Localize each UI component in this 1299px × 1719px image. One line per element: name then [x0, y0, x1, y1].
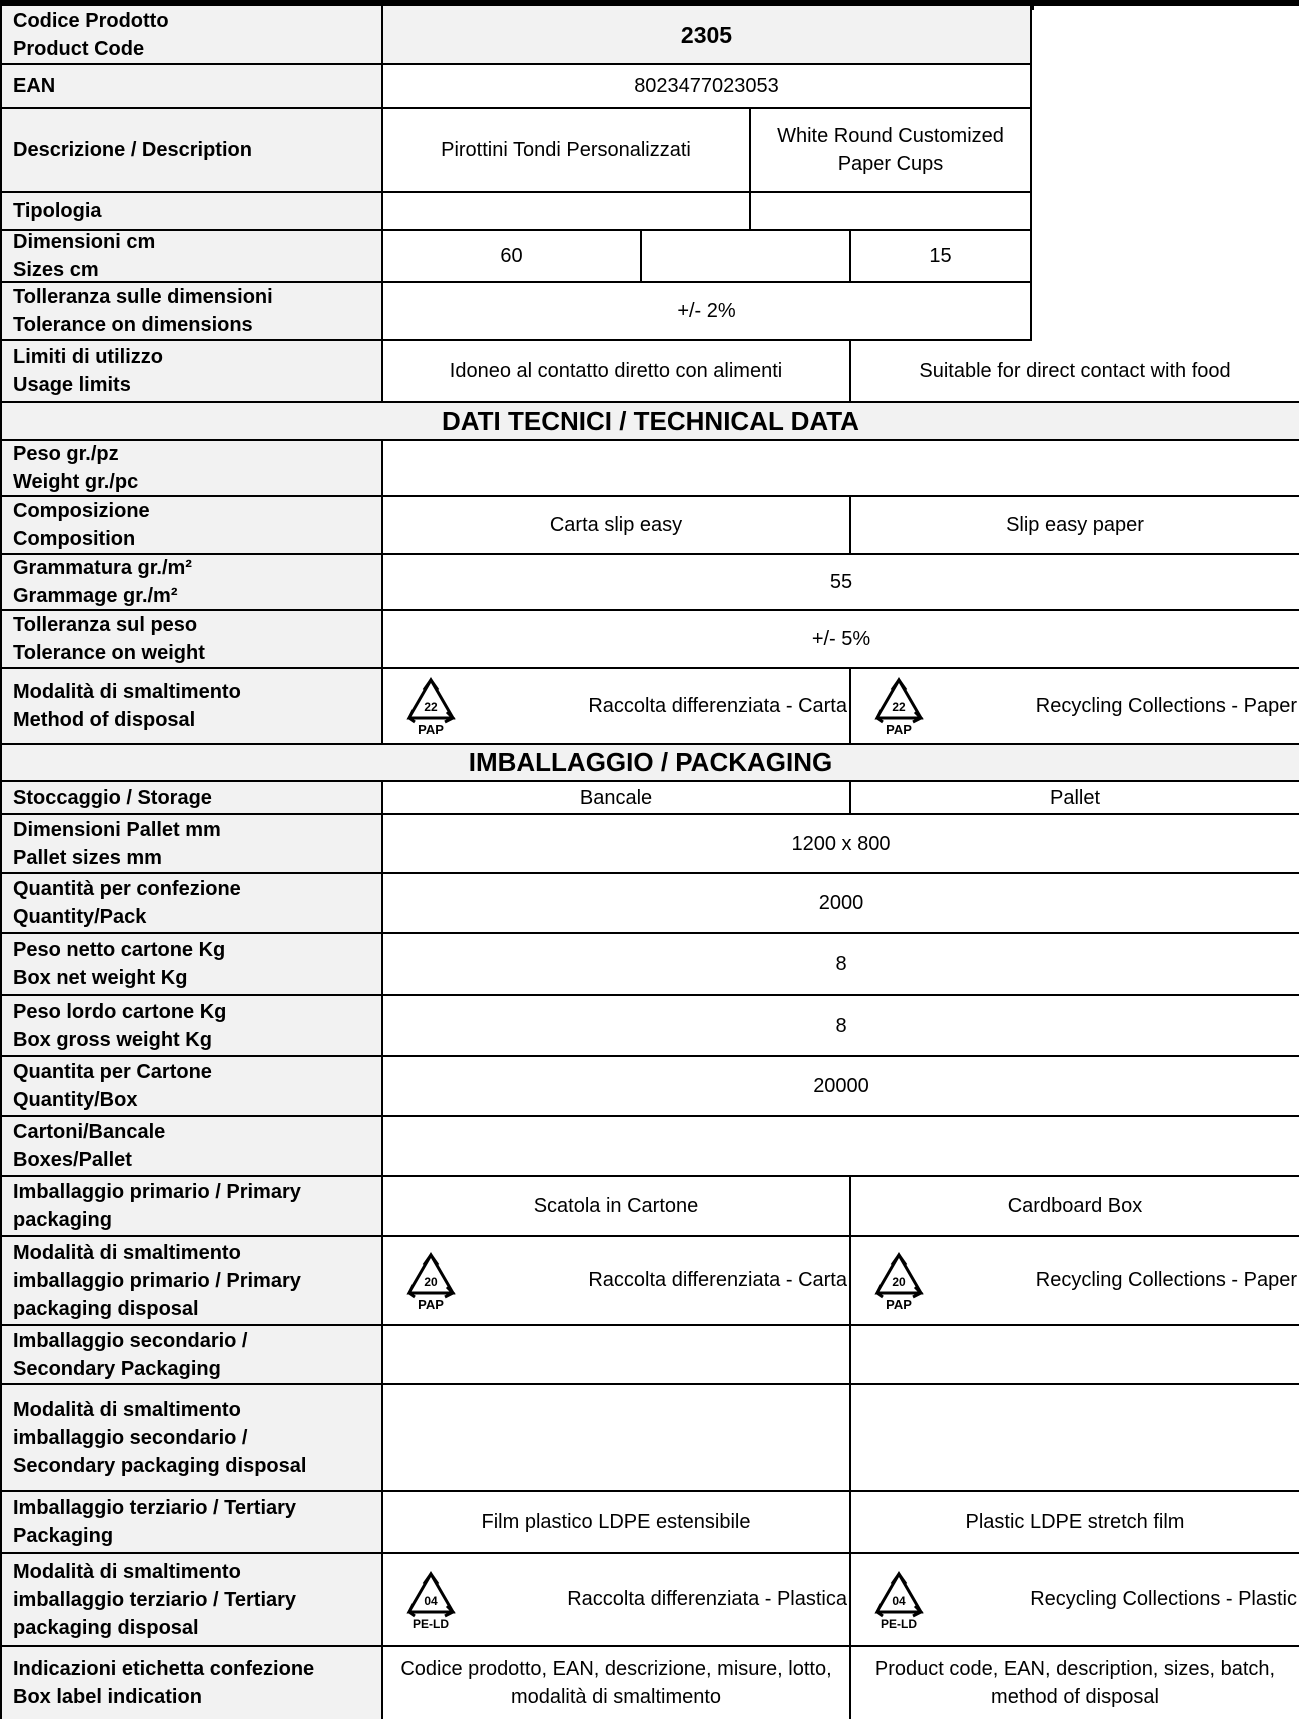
disposal-en-cell	[851, 669, 1299, 745]
technical-data-heading: DATI TECNICI / TECHNICAL DATA	[0, 403, 1299, 441]
weight-label: Peso gr./pz Weight gr./pc	[0, 441, 383, 497]
product-code-label: Codice Prodotto Product Code	[0, 6, 383, 65]
weight-value	[383, 441, 1299, 497]
storage-label: Stoccaggio / Storage	[0, 782, 383, 815]
box-net-weight-label: Peso netto cartone Kg Box net weight Kg	[0, 934, 383, 996]
boxes-pallet-label: Cartoni/Bancale Boxes/Pallet	[0, 1117, 383, 1177]
secondary-disposal-en	[851, 1385, 1299, 1492]
usage-limits-en: Suitable for direct contact with food	[851, 341, 1299, 403]
weight-tolerance-value: +/- 5%	[383, 611, 1299, 669]
label-indication-it: Codice prodotto, EAN, descrizione, misure, lotto, modalità di smaltimento	[383, 1647, 851, 1719]
qty-pack-value: 2000	[383, 874, 1299, 934]
tertiary-disposal-en-cell	[851, 1554, 1299, 1647]
primary-disposal-en: Recycling Collections - Paper	[1035, 1269, 1297, 1291]
storage-it: Bancale	[383, 782, 851, 815]
storage-en: Pallet	[851, 782, 1299, 815]
box-net-weight-value: 8	[383, 934, 1299, 996]
primary-packaging-en: Cardboard Box	[851, 1177, 1299, 1237]
label-indication-en: Product code, EAN, description, sizes, batch, method of disposal	[851, 1647, 1299, 1719]
tertiary-packaging-it: Film plastico LDPE estensibile	[383, 1492, 851, 1554]
type-value-en	[751, 193, 1032, 231]
recycling-triangle-icon	[403, 674, 459, 738]
usage-limits-label: Limiti di utilizzo Usage limits	[0, 341, 383, 403]
recycling-code: PAP	[886, 1296, 912, 1312]
secondary-disposal-it	[383, 1385, 851, 1492]
weight-tolerance-label: Tolleranza sul peso Tolerance on weight	[0, 611, 383, 669]
packaging-heading: IMBALLAGGIO / PACKAGING	[0, 745, 1299, 782]
secondary-packaging-en	[851, 1326, 1299, 1385]
recycling-code: PE-LD	[413, 1616, 449, 1631]
primary-disposal-en-cell	[851, 1237, 1299, 1326]
primary-disposal-it-cell	[383, 1237, 851, 1326]
type-value-it	[383, 193, 751, 231]
qty-box-label: Quantita per Cartone Quantity/Box	[0, 1057, 383, 1117]
secondary-disposal-label: Modalità di smaltimento imballaggio secondario / Secondary packaging disposal	[0, 1385, 383, 1492]
image-placeholder-cell	[1032, 6, 1299, 369]
pallet-sizes-label: Dimensioni Pallet mm Pallet sizes mm	[0, 815, 383, 874]
recycling-number: 04	[892, 1593, 906, 1608]
recycling-number: 20	[892, 1274, 906, 1289]
box-gross-weight-value: 8	[383, 996, 1299, 1057]
recycling-triangle-icon	[871, 1568, 927, 1632]
recycling-triangle-icon	[403, 1249, 459, 1313]
size-tolerance-value: +/- 2%	[383, 283, 1032, 341]
recycling-number: 22	[424, 700, 438, 714]
grammage-label: Grammatura gr./m² Grammage gr./m²	[0, 555, 383, 611]
usage-limits-it: Idoneo al contatto diretto con alimenti	[383, 341, 851, 403]
recycling-code: PAP	[418, 722, 444, 737]
label-indication-label: Indicazioni etichetta confezione Box label indication	[0, 1647, 383, 1719]
composition-en: Slip easy paper	[851, 497, 1299, 555]
tertiary-packaging-label: Imballaggio terziario / Tertiary Packaging	[0, 1492, 383, 1554]
sizes-label: Dimensioni cm Sizes cm	[0, 231, 383, 283]
size-tolerance-label: Tolleranza sulle dimensioni Tolerance on dimensions	[0, 283, 383, 341]
primary-disposal-it: Raccolta differenziata - Carta	[588, 1269, 847, 1291]
ean-label: EAN	[0, 65, 383, 109]
box-gross-weight-label: Peso lordo cartone Kg Box gross weight Kg	[0, 996, 383, 1057]
recycling-code: PE-LD	[881, 1616, 917, 1631]
recycling-triangle-icon	[403, 1568, 459, 1632]
qty-pack-label: Quantità per confezione Quantity/Pack	[0, 874, 383, 934]
disposal-en: Recycling Collections - Paper	[1035, 694, 1297, 717]
disposal-it-cell	[383, 669, 851, 745]
disposal-it: Raccolta differenziata - Carta	[588, 694, 847, 717]
description-label: Descrizione / Description	[0, 109, 383, 193]
description-en: White Round Customized Paper Cups	[751, 109, 1032, 193]
size-3: 15	[851, 231, 1032, 283]
tertiary-disposal-label: Modalità di smaltimento imballaggio terziario / Tertiary packaging disposal	[0, 1554, 383, 1647]
recycling-code: PAP	[886, 722, 912, 737]
ean-value: 8023477023053	[383, 65, 1032, 109]
primary-packaging-it: Scatola in Cartone	[383, 1177, 851, 1237]
tertiary-packaging-en: Plastic LDPE stretch film	[851, 1492, 1299, 1554]
secondary-packaging-it	[383, 1326, 851, 1385]
primary-disposal-label: Modalità di smaltimento imballaggio primario / Primary packaging disposal	[0, 1237, 383, 1326]
composition-label: Composizione Composition	[0, 497, 383, 555]
recycling-number: 20	[424, 1274, 438, 1289]
recycling-triangle-icon	[871, 1249, 927, 1313]
tertiary-disposal-it-cell	[383, 1554, 851, 1647]
secondary-packaging-label: Imballaggio secondario / Secondary Packaging	[0, 1326, 383, 1385]
recycling-triangle-icon	[871, 674, 927, 738]
grammage-value: 55	[383, 555, 1299, 611]
tertiary-disposal-en: Recycling Collections - Plastic	[1030, 1588, 1297, 1610]
type-label: Tipologia	[0, 193, 383, 231]
description-it: Pirottini Tondi Personalizzati	[383, 109, 751, 193]
disposal-label: Modalità di smaltimento Method of disposal	[0, 669, 383, 745]
pallet-sizes-value: 1200 x 800	[383, 815, 1299, 874]
size-1: 60	[383, 231, 642, 283]
product-code-value: 2305	[383, 6, 1032, 65]
recycling-number: 22	[892, 700, 906, 714]
recycling-code: PAP	[418, 1296, 444, 1312]
recycling-number: 04	[424, 1593, 438, 1608]
primary-packaging-label: Imballaggio primario / Primary packaging	[0, 1177, 383, 1237]
composition-it: Carta slip easy	[383, 497, 851, 555]
qty-box-value: 20000	[383, 1057, 1299, 1117]
size-2	[642, 231, 851, 283]
tertiary-disposal-it: Raccolta differenziata - Plastica	[567, 1588, 847, 1610]
boxes-pallet-value	[383, 1117, 1299, 1177]
